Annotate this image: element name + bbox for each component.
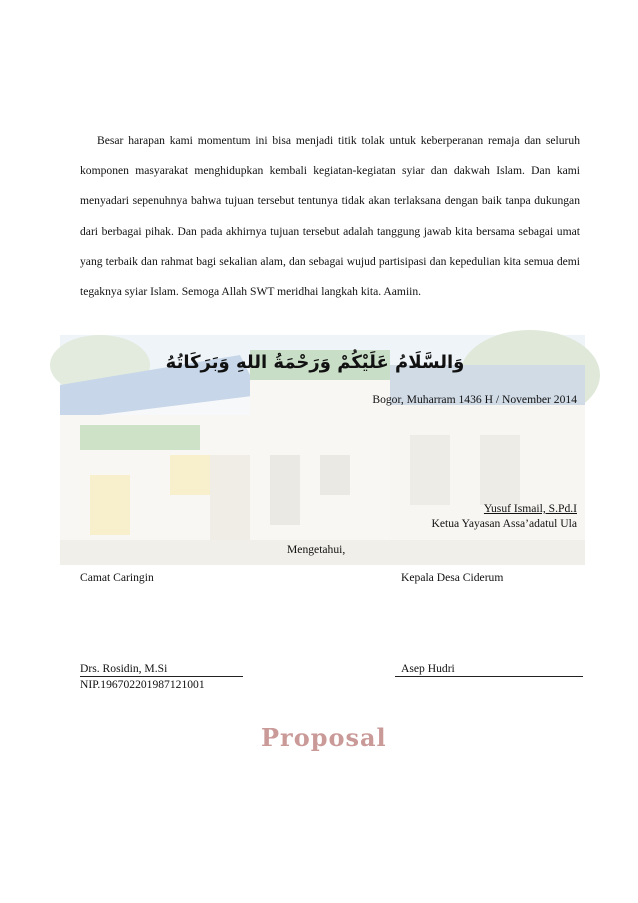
right-signature-line: [395, 676, 583, 677]
calligraphy-text: وَالسَّلَامُ عَلَيْكُمْ وَرَحْمَةُ اللهِ وَبَرَكَاتُهُ: [165, 352, 465, 373]
date-place-line: Bogor, Muharram 1436 H / November 2014: [372, 393, 577, 406]
letter-paragraph: Besar harapan kami momentum ini bisa menjadi titik tolak untuk keberperanan remaja dan seluruh komponen masyarakat menghidupkan kembali kegiatan-kegiatan syiar dan dakwah Islam. Dan kami menyadari sepenuhnya bahwa tujuan tersebut tentunya tidak akan terlaksana dengan baik tanpa dukungan dari berbagai pihak. Dan pada akhirnya tujuan tersebut adalah tanggung jawab kita bersama sebagai umat yang terbaik dan rahmat bagi sekalian alam, dan sebagai wujud partisipasi dan kepedulian kita semua demi tegaknya syiar Islam. Semoga Allah SWT meridhai langkah kita. Aamiin.: [80, 134, 580, 299]
arabic-calligraphy-salam: [165, 340, 465, 378]
acknowledgement-label: Mengetahui,: [287, 543, 346, 556]
right-signatory-name: Asep Hudri: [401, 662, 455, 675]
left-signatory-name: Drs. Rosidin, M.Si: [80, 662, 168, 675]
right-signatory-role: Kepala Desa Ciderum: [401, 571, 504, 584]
left-signature-line: [80, 676, 243, 677]
left-signatory-role: Camat Caringin: [80, 571, 154, 584]
signatory-name: Yusuf Ismail, S.Pd.I: [483, 502, 577, 515]
signatory-title: Ketua Yayasan Assa’adatul Ula: [431, 517, 577, 530]
proposal-watermark: Proposal: [261, 723, 387, 752]
left-signatory-nip: NIP.196702201987121001: [80, 678, 205, 691]
